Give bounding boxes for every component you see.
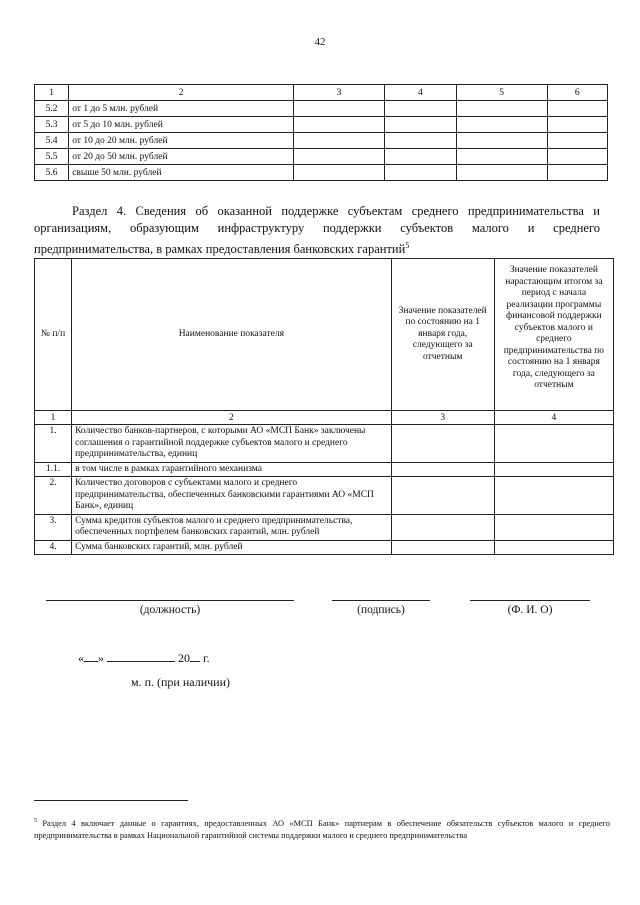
name-line xyxy=(470,600,590,601)
row-label: в том числе в рамках гарантийного механизма xyxy=(72,462,392,477)
value-cell xyxy=(547,133,607,149)
row-label: Сумма банковских гарантий, млн. рублей xyxy=(72,540,392,555)
section-heading xyxy=(34,203,600,258)
table-row xyxy=(35,477,614,515)
year-prefix: 20 xyxy=(178,651,190,665)
indicators-table xyxy=(34,258,614,555)
date-line xyxy=(78,651,210,666)
header-cell: 4 xyxy=(384,85,456,101)
date-close-quote: » xyxy=(98,651,104,665)
row-label: Сумма кредитов субъектов малого и среднего предпринимательства, обеспеченных портфелем банковских гарантий, млн. рублей xyxy=(72,514,392,540)
stamp-label: м. п. (при наличии) xyxy=(131,675,230,689)
position-label: (должность) xyxy=(139,604,201,616)
value-cell xyxy=(547,101,607,117)
year-blank xyxy=(190,651,200,662)
row-label: Количество договоров с субъектами малого и среднего предпринимательства, обеспеченных банковскими гарантиями АО «МСП Банк», единиц xyxy=(72,477,392,515)
value-cell xyxy=(294,165,385,181)
table-row xyxy=(35,149,608,165)
value-cell xyxy=(384,117,456,133)
table-row xyxy=(35,133,608,149)
row-label: от 5 до 10 млн. рублей xyxy=(69,117,294,133)
table-header-row xyxy=(35,259,614,411)
continuation-table xyxy=(34,84,608,181)
row-number: 2. xyxy=(35,477,72,515)
header-value-current: Значение показателей по состоянию на 1 января года, следующего за отчетным xyxy=(391,259,494,411)
header-cell: 1 xyxy=(35,85,69,101)
footnote-text: Раздел 4 включает данные о гарантиях, предоставленных АО «МСП Банк» партнерам в обеспечение обязательств субъектов малого и среднего предпринимательства в рамках Национальной гарантийной системы поддержки малого и среднего предпринимательства xyxy=(34,818,610,840)
table-row xyxy=(35,540,614,555)
header-cell: 3 xyxy=(294,85,385,101)
row-number: 4. xyxy=(35,540,72,555)
row-number: 5.6 xyxy=(35,165,69,181)
value-cell xyxy=(456,117,547,133)
date-open-quote: « xyxy=(78,651,84,665)
signature-label: (подпись) xyxy=(357,604,405,616)
row-number: 1. xyxy=(35,425,72,463)
header-cell: 2 xyxy=(69,85,294,101)
value-cell xyxy=(547,165,607,181)
index-cell: 3 xyxy=(391,411,494,425)
footnote xyxy=(34,815,610,842)
row-number: 5.4 xyxy=(35,133,69,149)
value-cell xyxy=(391,462,494,477)
header-value-cumulative: Значение показателей нарастающим итогом за период с начала реализации программы финансовой поддержки субъектов малого и среднего предпринимательства по состоянию на 1 января года, следующего за отчетным xyxy=(494,259,613,411)
row-number: 5.5 xyxy=(35,149,69,165)
value-cell xyxy=(391,514,494,540)
value-cell xyxy=(547,149,607,165)
row-label: от 1 до 5 млн. рублей xyxy=(69,101,294,117)
table-row xyxy=(35,165,608,181)
value-cell xyxy=(494,540,613,555)
value-cell xyxy=(294,117,385,133)
header-num: № п/п xyxy=(35,259,72,411)
value-cell xyxy=(456,101,547,117)
table-header-row xyxy=(35,85,608,101)
table-row xyxy=(35,462,614,477)
footnote-mark: 5 xyxy=(34,818,37,824)
row-number: 3. xyxy=(35,514,72,540)
position-line xyxy=(46,600,294,601)
row-label: от 20 до 50 млн. рублей xyxy=(69,149,294,165)
value-cell xyxy=(294,101,385,117)
table-row xyxy=(35,101,608,117)
value-cell xyxy=(294,149,385,165)
signature-line xyxy=(332,600,430,601)
footnote-rule xyxy=(34,800,188,801)
value-cell xyxy=(494,514,613,540)
value-cell xyxy=(391,477,494,515)
index-cell: 2 xyxy=(72,411,392,425)
value-cell xyxy=(456,149,547,165)
value-cell xyxy=(391,425,494,463)
row-label: Количество банков-партнеров, с которыми АО «МСП Банк» заключены соглашения о гарантийной поддержке субъектов малого и среднего предпринимательства, единиц xyxy=(72,425,392,463)
value-cell xyxy=(494,425,613,463)
value-cell xyxy=(384,133,456,149)
value-cell xyxy=(384,149,456,165)
table-row xyxy=(35,514,614,540)
value-cell xyxy=(456,165,547,181)
footnote-reference: 5 xyxy=(405,241,410,250)
value-cell xyxy=(391,540,494,555)
index-cell: 1 xyxy=(35,411,72,425)
row-label: от 10 до 20 млн. рублей xyxy=(69,133,294,149)
name-label: (Ф. И. О) xyxy=(507,604,553,616)
table-row xyxy=(35,425,614,463)
row-number: 5.2 xyxy=(35,101,69,117)
value-cell xyxy=(294,133,385,149)
year-suffix: г. xyxy=(203,651,210,665)
index-cell: 4 xyxy=(494,411,613,425)
value-cell xyxy=(384,165,456,181)
header-cell: 5 xyxy=(456,85,547,101)
table-row xyxy=(35,117,608,133)
month-blank xyxy=(107,651,175,662)
day-blank xyxy=(84,651,98,662)
row-number: 5.3 xyxy=(35,117,69,133)
value-cell xyxy=(456,133,547,149)
header-name: Наименование показателя xyxy=(72,259,392,411)
section-text: Раздел 4. Сведения об оказанной поддержке субъектам среднего предпринимательства и организациям, образующим инфраструктуру поддержки субъектов малого и среднего предпринимательства, в рамках предоставления банковских гарантий xyxy=(34,204,600,257)
row-label: свыше 50 млн. рублей xyxy=(69,165,294,181)
value-cell xyxy=(384,101,456,117)
header-cell: 6 xyxy=(547,85,607,101)
value-cell xyxy=(494,462,613,477)
row-number: 1.1. xyxy=(35,462,72,477)
value-cell xyxy=(494,477,613,515)
value-cell xyxy=(547,117,607,133)
column-index-row xyxy=(35,411,614,425)
page-number: 42 xyxy=(314,36,326,48)
